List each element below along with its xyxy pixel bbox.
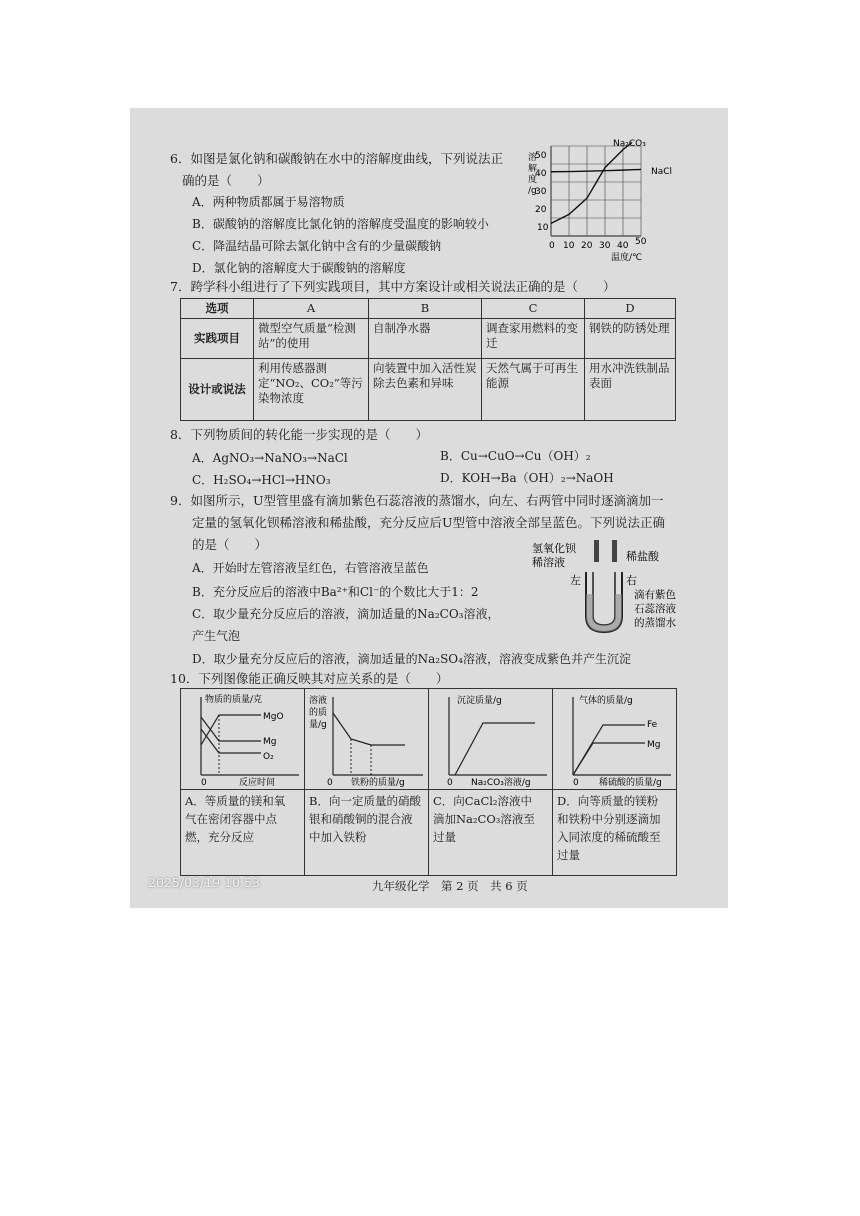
graph-d-ylabel: 气体的质量/g	[579, 696, 633, 706]
graph-c-xlabel: Na₂CO₃溶液/g	[471, 778, 531, 788]
xtick-50: 50	[635, 237, 647, 247]
q9-stem-line3: 的是（ ）	[192, 537, 268, 552]
graph-b-origin: 0	[327, 778, 333, 788]
ytick-20: 20	[535, 205, 547, 215]
graph-c	[429, 689, 553, 789]
chart-ylabel-3: 度	[528, 175, 538, 185]
graph-b-ylabel-3: 量/g	[309, 720, 327, 730]
q7-row1-b: 自制净水器	[369, 319, 482, 359]
graph-a-xlabel: 反应时间	[239, 778, 276, 788]
graph-d-line-fe: Fe	[647, 720, 658, 730]
q6-option-d: D．氯化钠的溶解度大于碳酸钠的溶解度	[192, 261, 406, 275]
q7-row1-c: 调查家用燃料的变迁	[482, 319, 585, 359]
q6-option-a: A．两种物质都属于易溶物质	[192, 195, 345, 209]
graph-d	[553, 689, 677, 789]
q7-header-d: D	[585, 299, 676, 319]
q8-stem: 8．下列物质间的转化能一步实现的是（ ）	[170, 427, 428, 442]
chart-ylabel-2: 解	[528, 164, 538, 174]
q7-row2-b: 向装置中加入活性炭除去色素和异味	[369, 359, 482, 421]
q7-header-option: 选项	[181, 299, 254, 319]
q7-table	[180, 298, 676, 421]
q9-option-a: A．开始时左管溶液呈红色，右管溶液呈蓝色	[192, 561, 429, 575]
graph-c-cell	[429, 689, 553, 789]
q7-row2-d: 用水冲洗铁制品表面	[585, 359, 676, 421]
graph-b-xlabel: 铁粉的质量/g	[351, 778, 405, 788]
graph-a-origin: 0	[201, 778, 207, 788]
q7-row2-label: 设计或说法	[181, 359, 254, 421]
q10-text-c: C．向CaCl₂溶液中 滴加Na₂CO₃溶液至 过量	[429, 789, 553, 876]
q7-header-b: B	[369, 299, 482, 319]
q10-graph-table	[180, 688, 677, 876]
u-tube-liquid	[586, 594, 622, 632]
graph-b-cell	[305, 689, 429, 789]
chart-grid	[551, 146, 641, 236]
q8-option-b: B．Cu→CuO→Cu（OH）₂	[440, 449, 591, 463]
fig-right-label: 稀盐酸	[626, 550, 659, 563]
series-label-nacl: NaCl	[651, 167, 673, 177]
graph-a-line-mgo: MgO	[263, 712, 284, 722]
xtick-10: 10	[563, 241, 575, 251]
q7-row-design	[181, 359, 676, 421]
q7-row1-a: 微型空气质量“检测站”的使用	[254, 319, 369, 359]
graph-b-ylabel-1: 溶液	[309, 696, 328, 706]
q8-option-c: C．H₂SO₄→HCl→HNO₃	[192, 473, 331, 487]
graph-a-ylabel: 物质的质量/克	[205, 695, 263, 705]
graph-b	[305, 689, 429, 789]
series-line-na2co3	[551, 142, 632, 223]
graph-c-origin: 0	[447, 778, 453, 788]
fig-note-1: 滴有紫色	[634, 589, 676, 601]
ytick-10: 10	[537, 223, 549, 233]
exam-page	[130, 108, 728, 908]
graph-d-cell	[553, 689, 677, 789]
graph-d-origin: 0	[573, 778, 579, 788]
q9-stem-line2: 定量的氢氧化钡稀溶液和稀盐酸，充分反应后U型管中溶液全部呈蓝色。下列说法正确	[192, 515, 666, 530]
graph-a	[181, 689, 305, 789]
q8-option-a: A．AgNO₃→NaNO₃→NaCl	[192, 451, 348, 465]
q10-text-a: A．等质量的镁和氧 气在密闭容器中点 燃，充分反应	[181, 789, 305, 876]
graph-a-cell	[181, 689, 305, 789]
fig-left-side: 左	[570, 574, 581, 587]
q8-option-d: D．KOH→Ba（OH）₂→NaOH	[440, 471, 614, 485]
graph-d-line-mg: Mg	[647, 740, 661, 750]
right-dropper-icon	[612, 540, 617, 562]
xtick-0: 0	[549, 241, 555, 251]
fig-right-side: 右	[626, 574, 637, 587]
fig-left-label-1: 氢氧化钡	[532, 542, 576, 555]
q9-stem-line1: 9．如图所示，U型管里盛有滴加紫色石蕊溶液的蒸馏水，向左、右两管中同时逐滴滴加一	[170, 493, 664, 508]
q10-text-b: B．向一定质量的硝酸 银和硝酸铜的混合液 中加入铁粉	[305, 789, 429, 876]
u-tube-inner	[593, 572, 615, 625]
q6-option-c: C．降温结晶可除去氯化钠中含有的少量碳酸钠	[192, 239, 442, 253]
q7-header-row	[181, 299, 676, 319]
page-footer: 九年级化学 第 2 页 共 6 页	[372, 879, 528, 893]
xtick-20: 20	[581, 241, 593, 251]
q7-row-project	[181, 319, 676, 359]
ytick-40: 40	[535, 169, 547, 179]
chart-ylabel-1: 溶	[528, 153, 538, 163]
q7-stem: 7．跨学科小组进行了下列实践项目，其中方案设计或相关说法正确的是（ ）	[170, 279, 616, 294]
fig-note-2: 石蕊溶液	[634, 603, 676, 615]
q7-header-a: A	[254, 299, 369, 319]
left-dropper-icon	[594, 540, 599, 562]
fig-left-label-2: 稀溶液	[532, 556, 565, 569]
ytick-30: 30	[535, 187, 547, 197]
xtick-40: 40	[617, 241, 629, 251]
q6-stem-line1: 6．如图是氯化钠和碳酸钠在水中的溶解度曲线，下列说法正	[170, 151, 503, 166]
q10-text-d: D．向等质量的镁粉 和铁粉中分别逐滴加 入同浓度的稀硫酸至 过量	[553, 789, 677, 876]
q9-option-c-cont: 产生气泡	[192, 629, 241, 643]
photo-timestamp: 2025/03/19 10:53	[148, 875, 261, 890]
graph-b-ylabel-2: 的质	[309, 708, 328, 718]
q6-option-b: B．碳酸钠的溶解度比氯化钠的溶解度受温度的影响较小	[192, 217, 489, 231]
graph-a-line-mg: Mg	[263, 737, 277, 747]
u-tube-figure	[530, 538, 700, 638]
q7-header-c: C	[482, 299, 585, 319]
q9-option-c: C．取少量充分反应后的溶液，滴加适量的Na₂CO₃溶液，	[192, 607, 500, 621]
fig-note-3: 的蒸馏水	[634, 617, 676, 629]
q7-row1-label: 实践项目	[181, 319, 254, 359]
graph-a-line-o2: O₂	[263, 752, 274, 762]
graph-c-ylabel: 沉淀质量/g	[457, 696, 502, 706]
series-line-nacl	[551, 169, 641, 171]
chart-xlabel: 温度/℃	[611, 253, 643, 263]
chart-series	[551, 142, 641, 223]
ytick-50: 50	[535, 151, 547, 161]
q6-stem-line2: 确的是（ ）	[182, 173, 270, 188]
xtick-30: 30	[599, 241, 611, 251]
q9-option-d: D．取少量充分反应后的溶液，滴加适量的Na₂SO₄溶液，溶液变成紫色并产生沉淀	[192, 652, 631, 666]
q7-row2-a: 利用传感器测定“NO₂、CO₂”等污染物浓度	[254, 359, 369, 421]
solubility-chart	[525, 136, 693, 264]
q7-row1-d: 钢铁的防锈处理	[585, 319, 676, 359]
q10-stem: 10．下列图像能正确反映其对应关系的是（ ）	[170, 671, 449, 686]
series-label-na2co3: Na₂CO₃	[613, 139, 646, 149]
q7-row2-c: 天然气属于可再生能源	[482, 359, 585, 421]
q9-option-b: B．充分反应后的溶液中Ba²⁺和Cl⁻的个数比大于1：2	[192, 585, 479, 599]
graph-d-xlabel: 稀硫酸的质量/g	[599, 778, 662, 788]
chart-ylabel-4: /g	[528, 186, 537, 196]
